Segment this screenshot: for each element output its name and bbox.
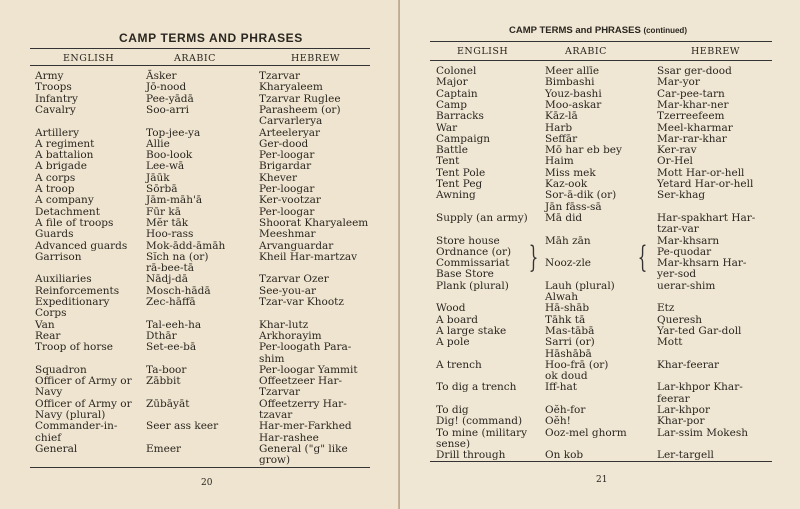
arabic-term: Oĕh-for: [545, 404, 586, 416]
arabic-term: Zūbāyāt: [146, 397, 190, 410]
english-term: To mine (military: [436, 426, 528, 439]
arabic-term: Set-ee-bā: [146, 341, 197, 354]
header-rule-bottom: [30, 65, 370, 66]
arabic-term: Youz-bashi: [545, 87, 602, 100]
hebrew-term: Mott Har-or-hell: [657, 166, 745, 179]
english-term: Ordnance (or): [436, 245, 512, 258]
hebrew-term: shim: [259, 352, 285, 365]
arabic-term: Hā-shāb: [545, 302, 590, 315]
english-term: Infantry: [35, 92, 78, 105]
english-term: A corps: [35, 171, 76, 184]
arabic-term: Alwah: [545, 291, 578, 303]
arabic-term: Kaz-ook: [545, 178, 588, 190]
arabic-term: Lee-wā: [146, 160, 185, 173]
english-term: Rear: [35, 329, 61, 342]
arabic-term: Jām-māh'ā: [146, 194, 203, 207]
english-term: Store house: [436, 234, 500, 247]
arabic-term: Seffār: [545, 132, 578, 145]
english-term: A battalion: [35, 149, 94, 162]
hebrew-term: Offeetzerry Har-: [259, 397, 347, 410]
english-term: To dig a trench: [436, 381, 517, 394]
english-term: Awning: [436, 189, 476, 202]
arabic-term: Jāūk: [146, 171, 170, 184]
english-term: To dig: [436, 404, 469, 416]
arabic-term: Mō har eb bey: [545, 144, 622, 157]
hebrew-term: See-you-ar: [259, 284, 317, 297]
column-header-hebrew: HEBREW: [291, 53, 341, 64]
hebrew-term: Per-loogar: [259, 205, 315, 218]
arabic-term: Harb: [545, 121, 573, 134]
english-term: Expeditionary: [35, 296, 110, 308]
arabic-term: Mā did: [545, 211, 583, 224]
hebrew-term: Brigardar: [259, 160, 312, 173]
english-term: Battle: [436, 144, 468, 157]
english-term: Auxiliaries: [35, 273, 92, 286]
arabic-term: Hoo-frā (or): [545, 358, 609, 371]
page-number: 20: [201, 478, 213, 488]
right-brace: {: [637, 240, 648, 275]
hebrew-term: Ger-dood: [259, 137, 309, 150]
english-term: Wood: [436, 302, 466, 315]
english-term: Troop of horse: [35, 341, 113, 354]
english-term: Guards: [35, 228, 74, 241]
hebrew-term: Per-loogar Yammit: [259, 363, 358, 376]
arabic-term: Iff-hat: [545, 381, 578, 394]
hebrew-term: Per-loogar: [259, 149, 315, 162]
hebrew-term: Meel-kharmar: [657, 121, 733, 134]
english-term: Corps: [35, 307, 67, 320]
english-term: Navy (plural): [35, 409, 106, 421]
title-main: CAMP TERMS and PHRASES: [509, 25, 641, 36]
arabic-term: Sarri (or): [545, 336, 595, 349]
english-term: A pole: [436, 336, 470, 349]
english-term: Plank (plural): [436, 279, 509, 292]
english-term: A brigade: [35, 160, 87, 173]
arabic-term: Oĕh!: [545, 415, 571, 428]
arabic-term: Hoo-rass: [146, 228, 194, 241]
arabic-term: Moo-askar: [545, 98, 602, 111]
english-term: Officer of Army or: [35, 375, 132, 388]
english-term: Tent Pole: [436, 166, 486, 179]
arabic-term: On kob: [545, 449, 584, 462]
page-title: CAMP TERMS AND PHRASES: [119, 31, 303, 45]
english-term: Captain: [436, 87, 478, 100]
table-bottom-rule: [30, 467, 370, 468]
arabic-term: Ooz-mel ghorm: [545, 426, 627, 439]
arabic-term: Allie: [146, 137, 170, 150]
arabic-term: Zābbit: [146, 375, 181, 388]
hebrew-term: Carvarlerya: [259, 115, 323, 128]
english-term: Commander-in-: [35, 420, 118, 433]
hebrew-term: tzar-var: [657, 223, 699, 236]
hebrew-term: Mar-khsarn: [657, 234, 720, 247]
arabic-term: Mas-tābā: [545, 324, 595, 337]
hebrew-term: Lar-khpor: [657, 404, 710, 416]
english-term: Squadron: [35, 363, 87, 376]
hebrew-term: Yar-ted Gar-doll: [657, 324, 742, 337]
english-term: Colonel: [436, 65, 477, 77]
english-term: Officer of Army or: [35, 397, 132, 410]
arabic-term: Sor-ā-dik (or): [545, 189, 617, 202]
page-number: 21: [596, 475, 608, 485]
hebrew-term: Lar-ssim Mokesh: [657, 426, 749, 439]
hebrew-term: Ker-vootzar: [259, 194, 321, 207]
hebrew-term: Khar-lutz: [259, 318, 309, 331]
arabic-term: Sōrbā: [146, 183, 178, 195]
english-term: Cavalry: [35, 103, 76, 116]
column-header-arabic: ARABIC: [174, 53, 216, 64]
english-term: A company: [35, 194, 94, 207]
arabic-term: Dthār: [146, 329, 177, 342]
arabic-term: rā-bee-tā: [146, 262, 195, 275]
hebrew-term: Har-spakhart Har-: [657, 211, 756, 224]
arabic-term: Mosch-hādā: [146, 284, 211, 297]
hebrew-term: Per-loogath Para-: [259, 341, 352, 354]
header-rule-bottom: [430, 60, 772, 61]
arabic-term: Meer allīe: [545, 65, 600, 77]
hebrew-term: Ker-rav: [657, 144, 697, 157]
hebrew-term: grow): [259, 454, 291, 467]
hebrew-term: Khar-feerar: [657, 358, 720, 371]
arabic-term: Boo-look: [146, 149, 193, 162]
hebrew-term: Mott: [657, 336, 683, 349]
hebrew-term: Mar-khsarn Har-: [657, 257, 747, 270]
hebrew-term: Etz: [657, 302, 675, 315]
arabic-term: Hāshābā: [545, 347, 592, 360]
english-term: A troop: [35, 183, 75, 195]
hebrew-term: Khever: [259, 171, 297, 184]
english-term: Van: [35, 318, 55, 331]
english-term: Campaign: [436, 132, 491, 145]
arabic-term: Bimbashi: [545, 76, 595, 89]
hebrew-term: Tzarvar: [259, 386, 301, 399]
hebrew-term: Khar-por: [657, 415, 705, 428]
arabic-term: Fūr kā: [146, 205, 182, 218]
arabic-term: ok doud: [545, 370, 588, 383]
hebrew-term: Arkhorayim: [259, 329, 322, 342]
arabic-term: Ta-boor: [146, 363, 187, 376]
arabic-term: Tāhk tā: [545, 313, 586, 326]
column-header-hebrew: HEBREW: [691, 46, 741, 57]
table-bottom-rule: [430, 461, 772, 462]
hebrew-term: Queresh: [657, 313, 702, 326]
english-term: General: [35, 442, 78, 455]
hebrew-term: Ler-targell: [657, 449, 714, 462]
hebrew-term: Kheil Har-martzav: [259, 250, 358, 263]
arabic-term: Mok-ādd-āmāh: [146, 239, 226, 252]
english-term: Troops: [35, 81, 72, 94]
english-term: chief: [35, 431, 62, 444]
arabic-term: Seer ass keer: [146, 420, 219, 433]
arabic-term: Jō-nood: [146, 81, 187, 94]
english-term: Supply (an army): [436, 211, 528, 224]
arabic-term: Āsker: [146, 70, 177, 82]
hebrew-term: Shoorat Kharyaleem: [259, 216, 369, 229]
english-term: Reinforcements: [35, 284, 120, 297]
hebrew-term: General ("g" like: [259, 442, 348, 455]
header-rule-top: [30, 48, 370, 49]
english-term: A file of troops: [35, 216, 114, 229]
english-term: Tent Peg: [436, 178, 483, 190]
arabic-term: Sĭch na (or): [146, 250, 209, 263]
english-term: A large stake: [436, 324, 507, 337]
arabic-term: Pee-yādā: [146, 92, 194, 105]
english-term: Artillery: [35, 126, 80, 139]
page-title: [509, 25, 687, 36]
arabic-term: Soo-arri: [146, 103, 190, 116]
english-term: War: [436, 121, 458, 134]
arabic-term: Lauh (plural): [545, 279, 615, 292]
arabic-term: Top-jee-ya: [146, 126, 201, 139]
english-term: Army: [35, 70, 64, 82]
hebrew-term: Tzarvar Ruglee: [259, 92, 341, 105]
column-header-english: ENGLISH: [63, 53, 115, 64]
english-term: Camp: [436, 98, 467, 111]
english-term: Navy: [35, 386, 63, 399]
english-term: Advanced guards: [35, 239, 128, 252]
hebrew-term: Kharyaleem: [259, 81, 323, 94]
english-term: Dig! (command): [436, 415, 523, 428]
english-term: Detachment: [35, 205, 100, 218]
english-term: Garrison: [35, 250, 82, 263]
english-term: A regiment: [35, 137, 95, 150]
english-term: Commissariat: [436, 257, 510, 270]
left-brace: }: [528, 240, 539, 275]
right-page: [400, 0, 800, 509]
left-page: [0, 0, 398, 509]
arabic-term: Tal-eeh-ha: [146, 318, 202, 331]
arabic-term: Emeer: [146, 442, 182, 455]
hebrew-term: Offeetzeer Har-: [259, 375, 343, 388]
arabic-term: Haim: [545, 155, 574, 168]
arabic-term: Nooz-zle: [545, 257, 592, 270]
hebrew-term: Tzarvar Ozer: [259, 273, 329, 286]
arabic-term: Mĕr tāk: [146, 216, 189, 229]
english-term: Base Store: [436, 268, 494, 281]
hebrew-term: Yetard Har-or-hell: [657, 178, 754, 190]
arabic-term: Zec-hāffā: [146, 296, 196, 308]
english-term: A board: [436, 313, 478, 326]
hebrew-term: Har-rashee: [259, 431, 319, 444]
hebrew-term: tzavar: [259, 409, 293, 421]
arabic-term: Nādj-dā: [146, 273, 188, 286]
column-header-arabic: ARABIC: [565, 46, 607, 57]
hebrew-term: Lar-khpor Khar-: [657, 381, 743, 394]
hebrew-term: Pe-quodar: [657, 245, 712, 258]
hebrew-term: Har-mer-Farkhed: [259, 420, 352, 433]
hebrew-term: Ssar ger-dood: [657, 65, 732, 77]
hebrew-term: Tzar-var Khootz: [259, 296, 344, 308]
arabic-term: Kāz-lā: [545, 110, 578, 123]
hebrew-term: Arteeleryar: [259, 126, 321, 139]
hebrew-term: Arvanguardar: [259, 239, 334, 252]
hebrew-term: Tzerreefeem: [657, 110, 725, 123]
hebrew-term: Mar-khar-ner: [657, 98, 729, 111]
english-term: sense): [436, 437, 471, 450]
column-header-english: ENGLISH: [457, 46, 509, 57]
hebrew-term: Or-Hel: [657, 155, 693, 168]
hebrew-term: feerar: [657, 392, 690, 405]
hebrew-term: yer-sod: [657, 268, 697, 281]
title-continued: (continued): [643, 26, 687, 35]
header-rule-top: [430, 41, 772, 42]
hebrew-term: Tzarvar: [259, 70, 301, 82]
english-term: Drill through: [436, 449, 506, 462]
hebrew-term: Ser-khag: [657, 189, 706, 202]
english-term: Major: [436, 76, 468, 89]
arabic-term: Māh zān: [545, 234, 591, 247]
hebrew-term: Mar-rar-khar: [657, 132, 727, 145]
arabic-term: Jān fāss-sā: [545, 200, 602, 213]
hebrew-term: Car-pee-tarn: [657, 87, 725, 100]
hebrew-term: Per-loogar: [259, 183, 315, 195]
english-term: Barracks: [436, 110, 484, 123]
hebrew-term: Parasheem (or): [259, 103, 341, 116]
hebrew-term: Meeshmar: [259, 228, 316, 241]
hebrew-term: uerar-shim: [657, 279, 716, 292]
english-term: Tent: [436, 155, 460, 168]
english-term: A trench: [436, 358, 482, 371]
hebrew-term: Mar-yor: [657, 76, 700, 89]
arabic-term: Miss mek: [545, 166, 596, 179]
